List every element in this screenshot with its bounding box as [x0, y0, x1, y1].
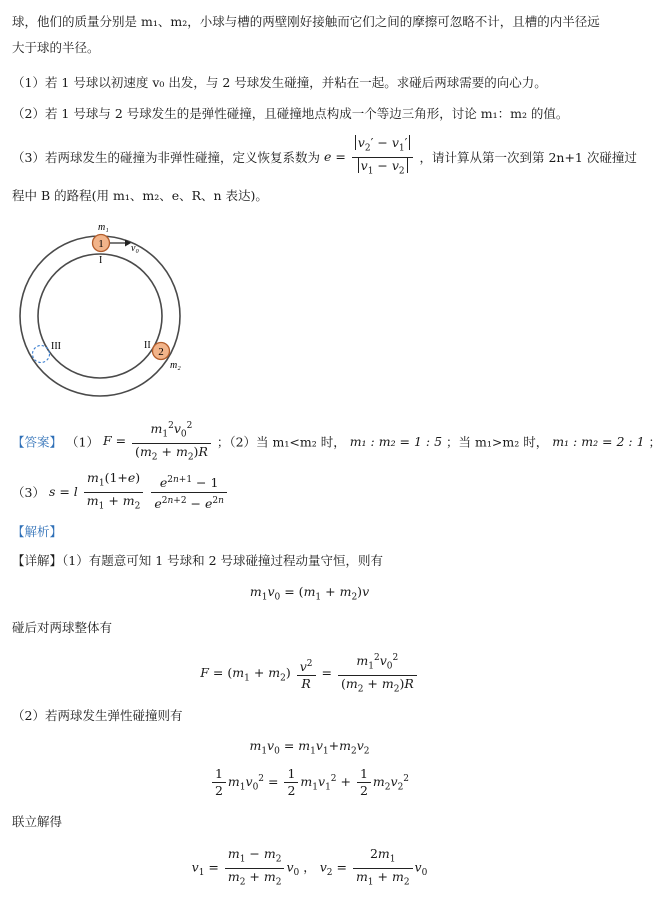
part2-text: （2）若两球发生弹性碰撞则有 [12, 708, 183, 723]
answer-part2-b: ；当 m₁>m₂ 时， [446, 434, 549, 450]
question-3 [12, 135, 637, 179]
answer-part2-end: ； [648, 434, 661, 450]
answer-line-1 [12, 418, 661, 465]
solve-text: 联立解得 [12, 814, 63, 829]
answer-part1-label: （1） [66, 434, 99, 450]
ring-track-figure [15, 218, 190, 393]
after-collision-text: 碰后对两球整体有 [12, 620, 113, 635]
position-III-marker [33, 346, 50, 363]
restitution-definition: e = $\frac{v_2' - v_1'}{v_1 - v_2}$ [324, 149, 420, 164]
analysis-tag: 【解析】 [12, 524, 63, 539]
intro-line-1: 球，他们的质量分别是 m₁、m₂，小球与槽的两壁刚好接触而它们之间的摩擦可忽略不计，且槽的内半径远 [12, 14, 600, 29]
label-m1: m₁ [98, 222, 109, 233]
equation-energy: $\frac{1}{2}$ $m_1v_0^2$ = $\frac{1}{2}$ $m_1v_1^2$ + $\frac{1}{2}$ $m_2v_2^2$ [0, 766, 619, 799]
inner-ring [38, 254, 162, 378]
answer-tag: 【答案】 [12, 434, 63, 450]
answer-part3-label: （3） [12, 485, 45, 500]
question-2: （2）若 1 号球与 2 号球发生的是弹性碰撞，且碰撞地点构成一个等边三角形，讨论 m₁：m₂ 的值。 [12, 106, 569, 121]
answer-part3-formula: s = l $\frac{m_1(1+e)}{m_1 + m_2}$ $\frac{e^{2n+1} - 1}{e^{2n+2} - e^{2n}}$ [49, 484, 229, 499]
equation-centripetal: $F = (m_1 + m_2)$ $\frac{v^2}{R}$ = $\frac{m_1^2v_0^2}{(m_2 + m_2)R}$ [0, 650, 619, 697]
answer-part1-formula: F = $\frac{m_1^2v_0^2}{(m_2 + m_2)R}$ [103, 433, 217, 448]
equation-solutions: $v_1$ = $\frac{m_1 - m_2}{m_2 + m_2}$ $v_0$ ， $v_2$ = $\frac{2m_1}{m_1 + m_2}$ $v_0$ [191, 846, 428, 887]
question-3-line-2: 程中 B 的路程(用 m₁、m₂、e、R、n 表达)。 [12, 188, 268, 203]
question-3-suffix: ，请计算从第一次到第 2n+1 次碰撞过 [419, 150, 637, 165]
label-v0: v₀ [131, 243, 139, 254]
label-III: III [51, 341, 61, 352]
equation-momentum: $m_1v_0 = (m_1 + m_2)v$ [249, 584, 370, 603]
answer-part2-a: ；（2）当 m₁<m₂ 时， [216, 434, 346, 450]
label-I: I [99, 255, 103, 266]
answer-ratio-a: m₁ : m₂ = 1 : 5 [349, 434, 443, 450]
answer-line-2 [12, 470, 229, 514]
question-1: （1）若 1 号球以初速度 v₀ 出发，与 2 号球发生碰撞，并粘在一起。求碰后两球需要的向心力。 [12, 75, 547, 90]
intro-line-2: 大于球的半径。 [12, 40, 100, 55]
question-3-prefix: （3）若两球发生的碰撞为非弹性碰撞，定义恢复系数为 [12, 150, 320, 165]
detail-tag: 【详解】 [12, 553, 63, 568]
detail-line [12, 551, 383, 571]
detail-text: （1）有题意可知 1 号球和 2 号球碰撞过程动量守恒，则有 [62, 553, 384, 568]
label-II: II [144, 340, 151, 351]
label-m2: m₂ [170, 360, 181, 371]
answer-ratio-b: m₁ : m₂ = 2 : 1 [552, 434, 645, 450]
ball-2-label: 2 [158, 346, 164, 358]
equation-elastic-momentum: $m_1v_0 = m_1v_1+m_2v_2$ [249, 738, 370, 757]
ball-1-label: 1 [98, 238, 104, 250]
